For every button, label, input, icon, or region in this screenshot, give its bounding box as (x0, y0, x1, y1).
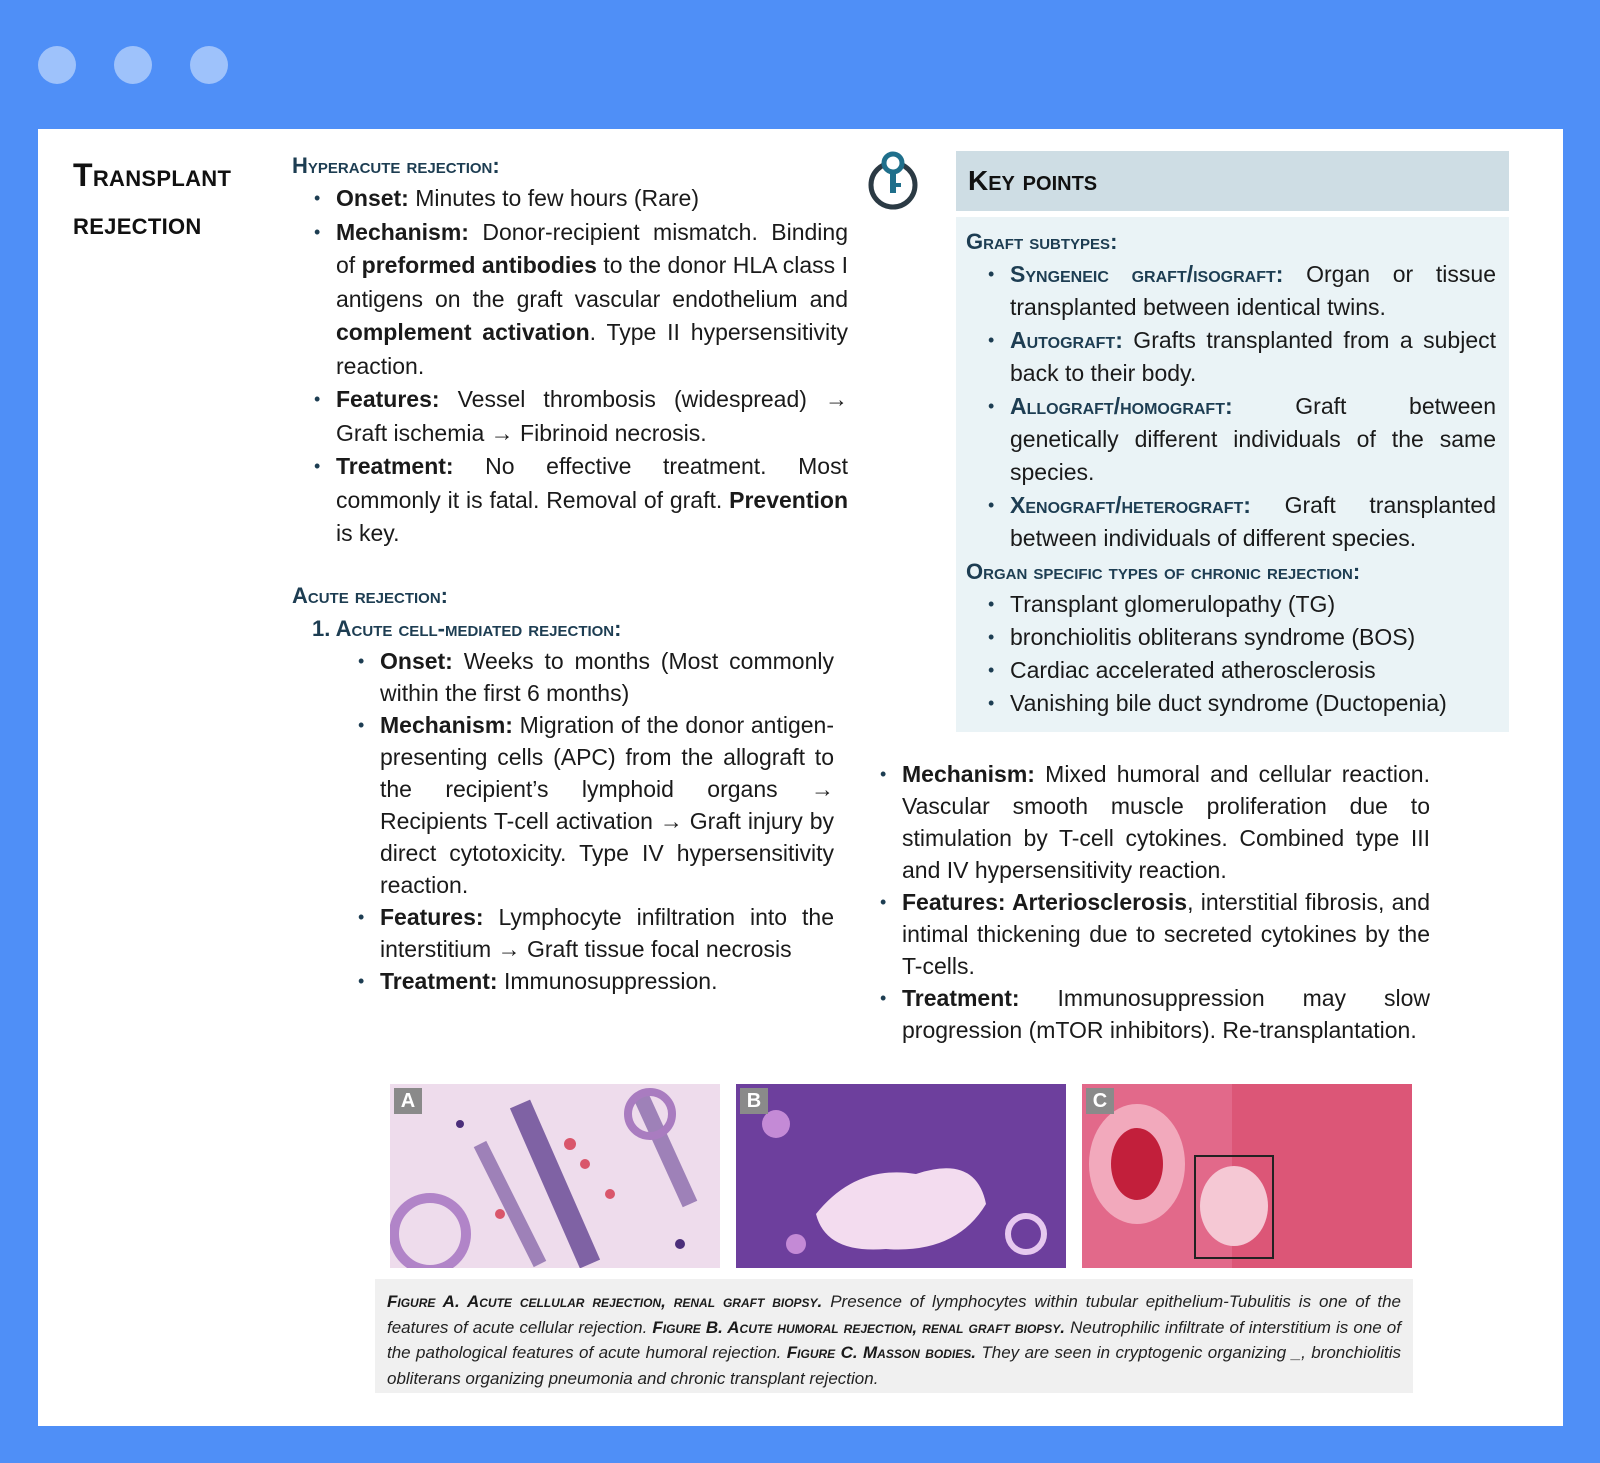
hyperacute-features: • Features: Vessel thrombosis (widespread) → Graft ischemia → Fibrinoid necrosis. (336, 383, 848, 450)
figure-caption: Figure A. Acute cellular rejection, renal graft biopsy. Presence of lymphocytes within tubular epithelium-Tubulitis is one of the features of acute cellular rejection. Figure B. Acute humoral rejection, renal graft biopsy. Neutrophilic infiltrate of interstitium is one of the pathological features of acute humoral rejection. Figure C. Masson bodies. They are seen in cryptogenic organizing _, bronchiolitis obliterans organizing pneumonia and chronic transplant rejection. (375, 1279, 1413, 1393)
hyperacute-onset: • Onset: Minutes to few hours (Rare) (336, 182, 848, 216)
acute-mechanism: • Mechanism: Migration of the donor antigen-presenting cells (APC) from the allograft to the recipient’s lymphoid organs → Recipients T-cell activation → Graft injury by direct cytotoxicity. Type IV hypersensitivity reaction. (380, 709, 834, 901)
organ-item: • bronchiolitis obliterans syndrome (BOS) (1010, 621, 1496, 654)
acute-section (292, 579, 848, 997)
organ-item: • Cardiac accelerated atherosclerosis (1010, 654, 1496, 687)
key-icon (866, 151, 920, 213)
figure-a-label: A (394, 1088, 422, 1114)
key-points-header: Key points (956, 151, 1509, 211)
window-dot-3[interactable] (190, 46, 228, 84)
acute-cell-mediated-heading: 1. Acute cell-mediated rejection: (312, 616, 622, 641)
figure-b-image (736, 1084, 1066, 1268)
autograft: • Autograft: Grafts transplanted from a subject back to their body. (1010, 324, 1496, 390)
chronic-treatment: • Treatment: Immunosuppression may slow progression (mTOR inhibitors). Re-transplantation. (902, 982, 1430, 1046)
acute-heading: Acute rejection: (292, 583, 449, 608)
figure-c-label: C (1086, 1088, 1114, 1114)
chronic-mechanism: • Mechanism: Mixed humoral and cellular reaction. Vascular smooth muscle proliferation due to stimulation by T-cell cytokines. Combined type III and IV hypersensitivity reaction. (902, 758, 1430, 886)
acute-features: • Features: Lymphocyte infiltration into the interstitium → Graft tissue focal necrosis (380, 901, 834, 965)
hyperacute-treatment: • Treatment: No effective treatment. Most commonly it is fatal. Removal of graft. Prevention is key. (336, 450, 848, 551)
organ-types-heading: Organ specific types of chronic rejection: (966, 559, 1361, 584)
figure-a-image (390, 1084, 720, 1268)
organ-item: • Transplant glomerulopathy (TG) (1010, 588, 1496, 621)
window-dot-1[interactable] (38, 46, 76, 84)
chronic-section (902, 758, 1430, 1046)
figure-c-image (1082, 1084, 1412, 1268)
chronic-features: • Features: Arteriosclerosis, interstitial fibrosis, and intimal thickening due to secreted cytokines by the T-cells. (902, 886, 1430, 982)
hyperacute-heading: Hyperacute rejection: (292, 153, 500, 178)
page-title: Transplant rejection (73, 157, 232, 241)
xenograft: • Xenograft/heterograft: Graft transplanted between individuals of different species. (1010, 489, 1496, 555)
graft-subtypes-heading: Graft subtypes: (966, 229, 1118, 254)
acute-treatment: • Treatment: Immunosuppression. (380, 965, 834, 997)
hyperacute-mechanism: • Mechanism: Donor-recipient mismatch. Binding of preformed antibodies to the donor HLA class I antigens on the graft vascular endothelium and complement activation. Type II hypersensitivity reaction. (336, 216, 848, 384)
syngeneic-graft: • Syngeneic graft/isograft: Organ or tissue transplanted between identical twins. (1010, 258, 1496, 324)
allograft: • Allograft/homograft: Graft between genetically different individuals of the same species. (1010, 390, 1496, 489)
acute-onset: • Onset: Weeks to months (Most commonly within the first 6 months) (380, 645, 834, 709)
organ-item: • Vanishing bile duct syndrome (Ductopenia) (1010, 687, 1496, 720)
hyperacute-section (292, 149, 848, 551)
key-points-body (966, 225, 1496, 720)
window-dot-2[interactable] (114, 46, 152, 84)
document-page (38, 129, 1563, 1426)
figure-b-label: B (740, 1088, 768, 1114)
